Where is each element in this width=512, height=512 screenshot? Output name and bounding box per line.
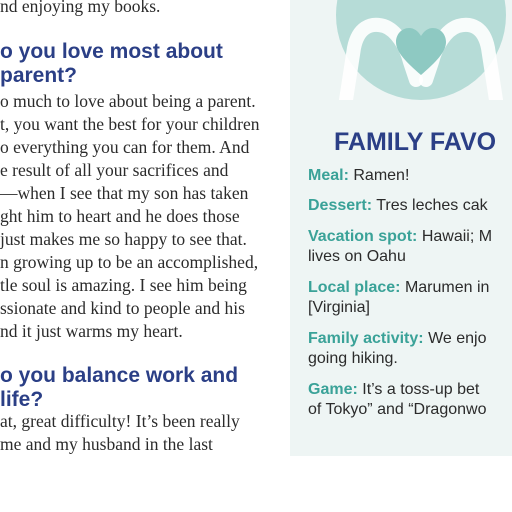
question-heading-1-line-1: o you love most about xyxy=(0,40,223,63)
answer-1-line: just makes me so happy to see that. xyxy=(0,229,247,249)
answer-2-line: me and my husband in the last xyxy=(0,434,213,454)
question-heading-1-line-2: parent? xyxy=(0,64,78,87)
answer-1-line: t, you want the best for your children xyxy=(0,114,260,134)
article-top-line: nd enjoying my books. xyxy=(0,0,161,16)
favorite-value-continued: of Tokyo” and “Dragonwo xyxy=(308,401,487,418)
favorite-label: Game: xyxy=(308,381,358,398)
answer-1-line: ght him to heart and he does those xyxy=(0,206,240,226)
favorite-label: Family activity: xyxy=(308,330,424,347)
favorite-item-meal xyxy=(308,167,409,185)
question-heading-2-line-2: life? xyxy=(0,388,44,411)
favorite-item-game xyxy=(308,381,479,399)
favorite-item-vacation-spot xyxy=(308,228,492,246)
favorite-item-family-activity xyxy=(308,330,486,348)
favorite-value: Hawaii; M xyxy=(421,228,493,245)
favorite-value: It’s a toss-up bet xyxy=(362,381,480,398)
favorite-value: Marumen in xyxy=(404,279,490,296)
favorite-value: We enjo xyxy=(428,330,487,347)
sidebar-title: FAMILY FAVO xyxy=(334,128,497,156)
answer-1-line: ssionate and kind to people and his xyxy=(0,298,245,318)
favorite-value-continued: going hiking. xyxy=(308,350,398,367)
answer-1-line: —when I see that my son has taken xyxy=(0,183,249,203)
heart-hands-icon xyxy=(336,0,506,100)
answer-1-line: n growing up to be an accomplished, xyxy=(0,252,259,272)
answer-1-line: o much to love about being a parent. xyxy=(0,91,256,111)
favorite-value-continued: lives on Oahu xyxy=(308,248,406,265)
favorite-label: Vacation spot: xyxy=(308,228,418,245)
favorite-item-dessert xyxy=(308,197,488,215)
question-heading-2-line-1: o you balance work and xyxy=(0,364,239,387)
favorite-item-local-place xyxy=(308,279,489,297)
favorite-value: Ramen! xyxy=(353,167,410,184)
favorite-value-continued: [Virginia] xyxy=(308,299,370,316)
answer-2-line: at, great difficulty! It’s been really xyxy=(0,411,240,431)
answer-1-line: nd it just warms my heart. xyxy=(0,321,183,341)
answer-1-line: o everything you can for them. And xyxy=(0,137,250,157)
favorite-label: Local place: xyxy=(308,279,401,296)
answer-1-line: e result of all your sacrifices and xyxy=(0,160,229,180)
family-favorites-sidebar xyxy=(290,0,512,456)
favorite-label: Meal: xyxy=(308,167,349,184)
favorite-label: Dessert: xyxy=(308,197,373,214)
answer-1-line: tle soul is amazing. I see him being xyxy=(0,275,247,295)
favorite-value: Tres leches cak xyxy=(376,197,488,214)
